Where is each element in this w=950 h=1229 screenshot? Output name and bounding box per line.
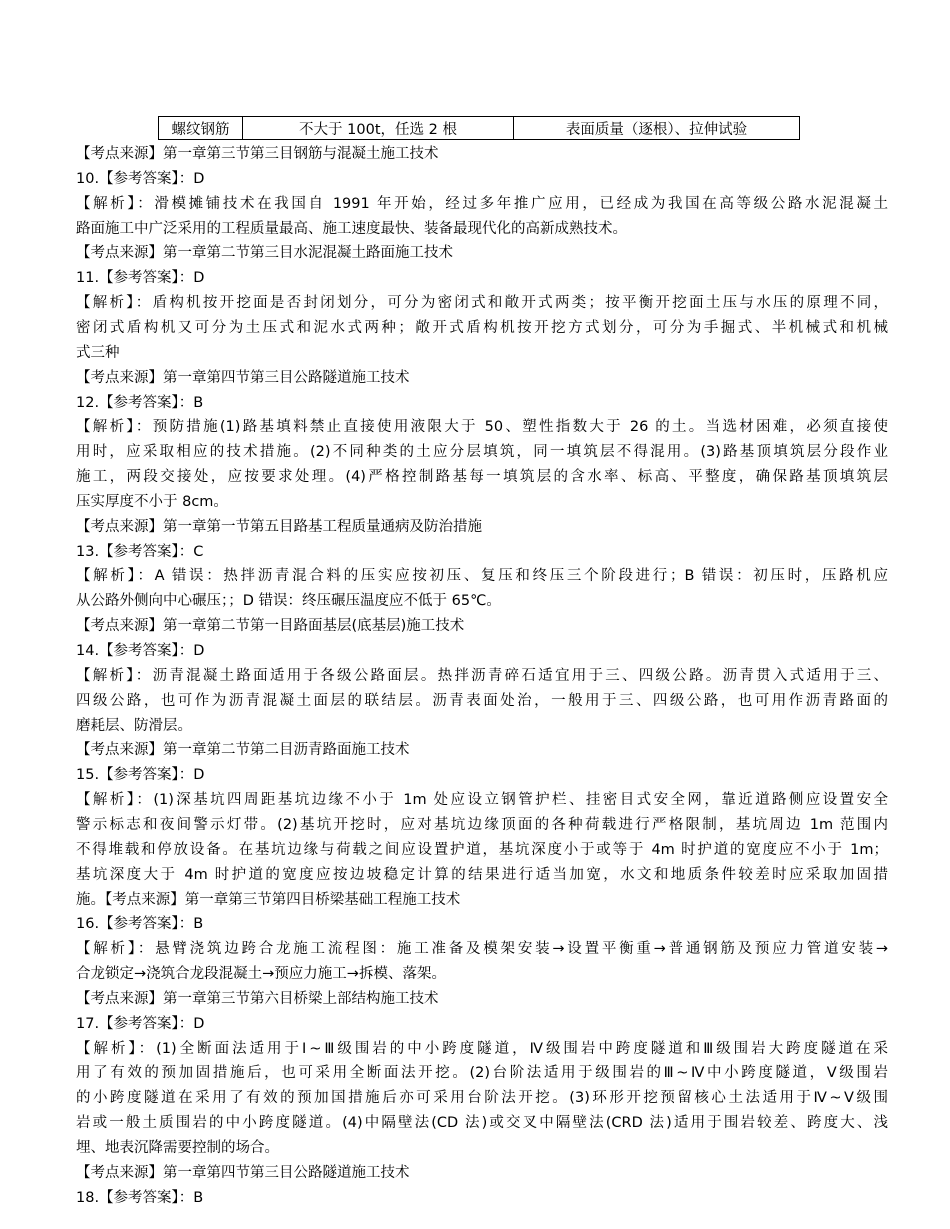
text-line-content: 从公路外侧向中心碾压；；D 错误：终压碾压温度应不低于 65℃。	[76, 593, 501, 610]
text-line-content: 不得堆载和停放设备。在基坑边缘与荷载之间应设置护道，基坑深度小于或等于 4m 时护道的宽度应不小于 1m；	[76, 841, 888, 858]
text-line-content: 15.【参考答案】：D	[76, 767, 205, 784]
text-line	[76, 167, 888, 192]
text-line	[76, 788, 888, 813]
text-line-content: 16.【参考答案】：B	[76, 916, 204, 933]
text-line	[76, 266, 888, 291]
text-line-content: 磨耗层、防滑层。	[76, 717, 192, 734]
text-line-content: 路面施工中广泛采用的工程质量最高、施工速度最快、装备最现代化的高新成熟技术。	[76, 220, 627, 237]
text-line	[76, 564, 888, 589]
text-line-content: 警示标志和夜间警示灯带。(2)基坑开挖时，应对基坑边缘顶面的各种荷载进行严格限制，基坑周边 1m 范围内	[76, 816, 888, 833]
text-line	[76, 217, 888, 242]
text-line	[76, 490, 888, 515]
text-line-content: 用时，应采取相应的技术措施。(2)不同种类的土应分层填筑，同一填筑层不得混用。(3)路基顶填筑层分段作业	[76, 444, 888, 461]
text-line	[76, 465, 888, 490]
text-line-content: 合龙锁定→浇筑合龙段混凝土→预应力施工→拆模、落架。	[76, 966, 446, 983]
text-line	[76, 291, 888, 316]
text-line	[76, 540, 888, 565]
text-line-content: 18.【参考答案】：B	[76, 1189, 204, 1206]
text-line	[76, 863, 888, 888]
text-line	[76, 415, 888, 440]
text-line-content: 17.【参考答案】：D	[76, 1015, 205, 1032]
text-line	[76, 1037, 888, 1062]
text-line	[76, 714, 888, 739]
text-line-content: 12.【参考答案】：B	[76, 394, 204, 411]
text-line	[76, 614, 888, 639]
text-line-content: 【解析】：悬臂浇筑边跨合龙施工流程图：施工准备及模架安装→设置平衡重→普通钢筋及预应力管道安装→	[76, 941, 888, 958]
text-line-content: 【解析】：沥青混凝土路面适用于各级公路面层。热拌沥青碎石适宜用于三、四级公路。沥青贯入式适用于三、	[76, 667, 888, 684]
table-cell-test-items: 表面质量（逐根）、拉伸试验	[514, 117, 800, 140]
text-line-content: 基坑深度大于 4m 时护道的宽度应按边坡稳定计算的结果进行适当加宽，水文和地质条件较差时应采取加固措	[76, 866, 888, 883]
text-line	[76, 515, 888, 540]
text-line-content: 施。【考点来源】第一章第三节第四目桥梁基础工程施工技术	[76, 891, 461, 908]
text-line	[76, 664, 888, 689]
text-line	[76, 838, 888, 863]
text-line	[76, 763, 888, 788]
text-line	[76, 341, 888, 366]
text-line-content: 【考点来源】第一章第二节第一目路面基层(底基层)施工技术	[76, 618, 465, 635]
text-line	[76, 689, 888, 714]
table-row	[159, 117, 800, 140]
text-line	[76, 937, 888, 962]
text-line-content: 【考点来源】第一章第三节第三目钢筋与混凝土施工技术	[76, 146, 439, 162]
text-line-content: 【考点来源】第一章第四节第三目公路隧道施工技术	[76, 369, 410, 386]
text-line	[76, 1136, 888, 1161]
text-line	[76, 1061, 888, 1086]
text-line	[76, 1086, 888, 1111]
text-line-content: 【考点来源】第一章第三节第六目桥梁上部结构施工技术	[76, 990, 439, 1007]
text-line	[76, 192, 888, 217]
text-line	[76, 366, 888, 391]
text-line	[76, 1012, 888, 1037]
text-line-content: 【解析】：盾构机按开挖面是否封闭划分，可分为密闭式和敞开式两类；按平衡开挖面土压与水压的原理不同，	[76, 295, 888, 312]
text-line-content: 密闭式盾构机又可分为土压式和泥水式两种；敞开式盾构机按开挖方式划分，可分为手掘式、半机械式和机械	[76, 319, 888, 336]
text-line-content: 13.【参考答案】：C	[76, 543, 204, 560]
text-line-content: 14.【参考答案】：D	[76, 643, 205, 659]
text-line	[76, 639, 888, 664]
text-line-content: 【解析】：A 错误：热拌沥青混合料的压实应按初压、复压和终压三个阶段进行；B 错误：初压时，压路机应	[76, 568, 888, 585]
text-line-content: 岩或一般土质围岩的中小跨度隧道。(4)中隔壁法(CD 法)或交叉中隔壁法(CRD 法)适用于围岩较差、跨度大、浅	[76, 1115, 888, 1132]
text-line	[76, 1186, 888, 1211]
text-line-content: 施工，两段交接处，应按要求处理。(4)严格控制路基每一填筑层的含水率、标高、平整度，确保路基顶填筑层	[76, 469, 888, 486]
text-line	[76, 1161, 888, 1186]
text-line	[76, 142, 888, 167]
text-line-content: 【考点来源】第一章第二节第三目水泥混凝土路面施工技术	[76, 245, 453, 262]
text-line	[76, 912, 888, 937]
text-line	[76, 987, 888, 1012]
text-line	[76, 391, 888, 416]
rebar-inspection-table-fragment	[158, 116, 800, 140]
text-line	[76, 962, 888, 987]
text-line-content: 式三种	[76, 344, 120, 361]
text-line	[76, 813, 888, 838]
text-line-content: 【考点来源】第一章第一节第五目路基工程质量通病及防治措施	[76, 518, 482, 535]
text-line-content: 的小跨度隧道在采用了有效的预加国措施后亦可采用台阶法开挖。(3)环形开挖预留核心土法适用于Ⅳ~Ⅴ级围	[76, 1090, 888, 1107]
text-line-content: 【考点来源】第一章第二节第二目沥青路面施工技术	[76, 742, 410, 759]
text-line	[76, 1111, 888, 1136]
text-line-content: 【考点来源】第一章第四节第三目公路隧道施工技术	[76, 1164, 410, 1181]
text-line-content: 四级公路，也可作为沥青混凝土面层的联结层。沥青表面处治，一般用于三、四级公路，也可用作沥青路面的	[76, 692, 888, 709]
text-line-content: 【解析】：(1)深基坑四周距基坑边缘不小于 1m 处应设立钢管护栏、挂密目式安全网，靠近道路侧应设置安全	[76, 792, 888, 809]
text-line-content: 10.【参考答案】：D	[76, 170, 205, 187]
text-line	[76, 888, 888, 913]
text-line	[76, 738, 888, 763]
text-line-content: 【解析】：滑模摊铺技术在我国自 1991 年开始，经过多年推广应用，已经成为我国在高等级公路水泥混凝土	[76, 195, 888, 212]
text-line-content: 用了有效的预加固措施后，也可采用全断面法开挖。(2)台阶法适用于级围岩的Ⅲ~Ⅳ中小跨度隧道，Ⅴ级围岩	[76, 1065, 888, 1082]
text-line	[76, 589, 888, 614]
text-line	[76, 440, 888, 465]
table-cell-material: 螺纹钢筋	[159, 117, 243, 140]
text-line-content: 埋、地表沉降需要控制的场合。	[76, 1140, 279, 1156]
text-line-content: 11.【参考答案】：D	[76, 270, 205, 287]
text-line-content: 【解析】：预防措施(1)路基填料禁止直接使用液限大于 50、塑性指数大于 26 的土。当选材困难，必须直接使	[76, 419, 888, 436]
table-cell-batch-rule: 不大于 100t，任选 2 根	[243, 117, 514, 140]
text-line	[76, 241, 888, 266]
text-line-content: 【解析】：(1)全断面法适用于Ⅰ~Ⅲ级围岩的中小跨度隧道，Ⅳ级围岩中跨度隧道和Ⅲ级围岩大跨度隧道在采	[76, 1040, 888, 1057]
text-line	[76, 316, 888, 341]
text-line-content: 压实厚度不小于 8cm。	[76, 493, 228, 510]
